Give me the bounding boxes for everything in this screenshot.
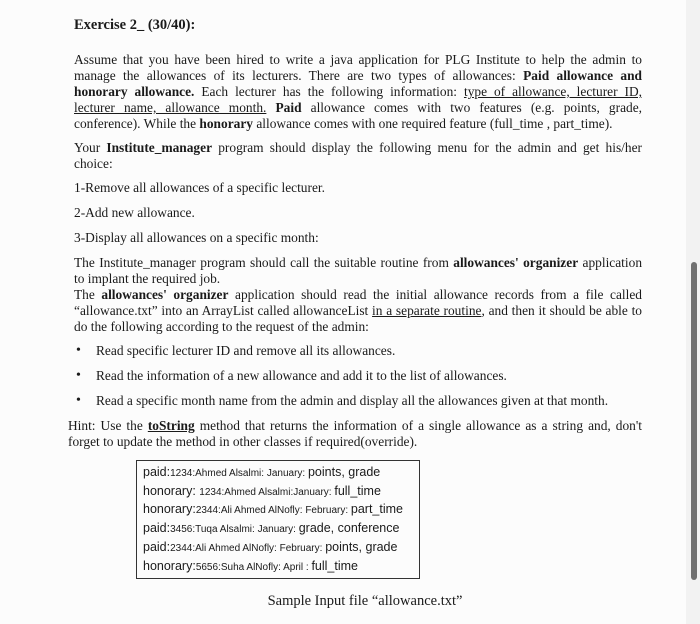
routine-text-2: application to implant the required job. [74,255,643,286]
organizer-underlined-routine: in a separate routine [372,303,482,318]
menu-intro-text-1: Your [74,140,107,155]
bullet-icon: • [76,393,81,408]
sample-features: points, grade [325,539,398,554]
bullet-icon: • [76,368,81,383]
sample-features: points, grade [307,465,381,479]
bullet-icon: • [76,343,81,358]
organizer-paragraph [74,287,642,335]
intro-paragraph [74,52,642,132]
organizer-text-1: The [74,287,102,302]
hint-text-1: Hint: Use the [68,418,148,433]
organizer-text-3: , and then it should be able to do the following according to the request of the admin: [74,303,642,334]
sample-type: paid: [143,465,171,479]
organizer-text-2: application should read the initial allowance records from a file called “allowance.txt” into an ArrayList called allowanceList [74,287,642,318]
task-display: Read a specific month name from the admin and display all the allowances given at that month. [96,393,609,408]
menu-item-add: 2-Add new allowance. [74,205,195,220]
menu-intro-paragraph [74,140,642,172]
sample-features: full_time [334,483,381,498]
sample-input-box [136,460,420,579]
sample-type: honorary: [143,483,200,498]
intro-text-4: allowance comes with two features (e.g. points, grade, conference). While the [74,100,643,131]
sample-caption: Sample Input file “allowance.txt” [267,593,463,610]
sample-type: paid: [143,539,171,554]
organizer-bold-name: allowances' organizer [101,287,229,302]
sample-type: honorary: [143,558,196,573]
routine-paragraph [74,255,642,287]
sample-detail: 1234:Ahmed Alsalmi:January: [199,486,335,498]
sample-detail: 5656:Suha AlNofly: April : [195,561,312,573]
intro-bold-honorary: honorary [199,116,253,131]
hint-bold-tostring: toString [147,418,195,433]
sample-type: paid: [143,521,171,536]
routine-text-1: The Institute_manager program should call the suitable routine from [74,255,454,270]
menu-item-remove: 1-Remove all allowances of a specific lecturer. [74,180,325,195]
exercise-title: Exercise 2_ (30/40): [74,17,196,33]
sample-features: part_time [350,502,403,517]
menu-item-display: 3-Display all allowances on a specific month: [74,230,319,245]
hint-text-2: method that returns the information of a single allowance as a string and, don't forget to update the method in other classes if required(override). [68,418,642,449]
intro-underlined-fields: type of allowance, lecturer ID, lecturer name, allowance month. [74,84,642,115]
sample-type: honorary: [143,502,196,517]
task-list [74,343,642,409]
sample-line [143,539,413,558]
list-item [74,393,642,409]
sample-detail: 2344:Ali Ahmed AlNofly: February: [170,542,326,554]
task-add: Read the information of a new allowance and add it to the list of allowances. [96,368,507,383]
sample-line [143,501,413,520]
list-item [74,368,642,384]
scrollbar-thumb[interactable] [691,262,697,580]
sample-detail: 2344:Ali Ahmed AlNofly: February: [195,505,351,517]
hint-paragraph [68,418,642,450]
intro-text-5: allowance comes with one required feature (full_time , part_time). [252,116,613,131]
sample-line [143,483,413,502]
sample-features: grade, conference [298,521,400,536]
sample-features: full_time [311,558,358,573]
vertical-scrollbar[interactable] [686,0,700,624]
intro-text-1: Assume that you have been hired to write a java application for PLG Institute to help the admin to manage the allowances of its lecturers. There are two types of allowances: [74,52,642,83]
sample-line [143,464,413,483]
list-item [74,343,642,359]
intro-text-2: Each lecturer has the following information: [194,84,464,99]
sample-detail: 1234:Ahmed Alsalmi: January: [170,468,308,479]
menu-intro-text-2: program should display the following menu for the admin and get his/her choice: [74,140,642,171]
task-remove: Read specific lecturer ID and remove all its allowances. [96,343,396,358]
sample-detail: 3456:Tuqa Alsalmi: January: [170,524,299,536]
sample-line [143,558,413,577]
intro-bold-paid: Paid [275,100,302,115]
sample-line [143,520,413,539]
intro-bold-allowance-types: Paid allowance and honorary allowance. [74,68,642,99]
menu-intro-bold-manager: Institute_manager [106,140,213,155]
routine-bold-organizer: allowances' organizer [453,255,579,270]
